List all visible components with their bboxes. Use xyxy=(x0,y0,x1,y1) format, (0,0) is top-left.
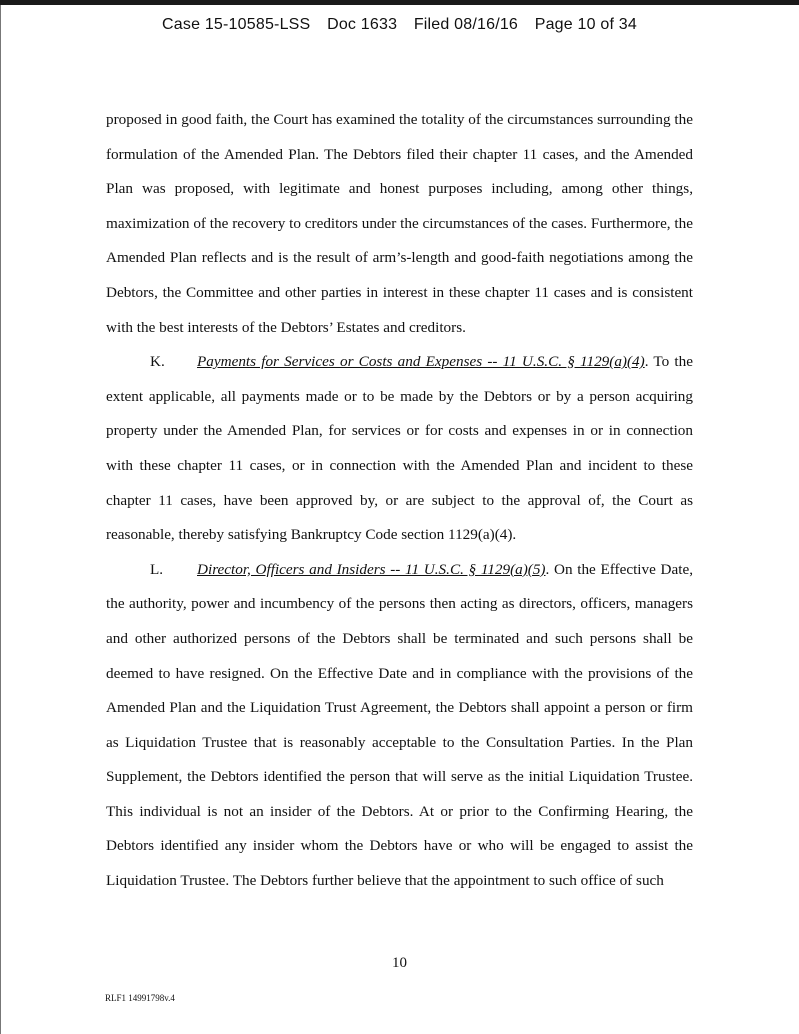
document-id: RLF1 14991798v.4 xyxy=(105,993,175,1003)
paragraph-l-text: . On the Effective Date, the authority, power and incumbency of the persons then acting as directors, officers, managers and other authorized persons of the Debtors shall be terminated and such persons shall be deemed to have resigned. On the Effective Date and in compliance with the provisions of the Amended Plan and the Liquidation Trust Agreement, the Debtors shall appoint a person or firm as Liquidation Trustee that is reasonably acceptable to the Consultation Parties. In the Plan Supplement, the Debtors identified the person that will serve as the initial Liquidation Trustee. This individual is not an insider of the Debtors. At or prior to the Confirming Hearing, the Debtors identified any insider whom the Debtors have or who will be engaged to assist the Liquidation Trustee. The Debtors further believe that the appointment to such office of such xyxy=(106,560,693,890)
paragraph-l xyxy=(106,553,693,899)
doc-number: Doc 1633 xyxy=(327,16,398,33)
paragraph-k-label: K. xyxy=(150,353,165,371)
left-edge xyxy=(0,5,1,1034)
paragraph-l-title: Director, Officers and Insiders -- 11 U.S.C. § 1129(a)(5) xyxy=(197,560,546,578)
continuation-paragraph: proposed in good faith, the Court has examined the totality of the circumstances surrounding the formulation of the Amended Plan. The Debtors filed their chapter 11 cases, and the Amended Plan was proposed, with legitimate and honest purposes including, among other things, maximization of the recovery to creditors under the circumstances of the cases. Furthermore, the Amended Plan reflects and is the result of arm’s-length and good-faith negotiations among the Debtors, the Committee and other parties in interest in these chapter 11 cases and is consistent with the best interests of the Debtors’ Estates and creditors. xyxy=(106,111,693,336)
paragraph-k-text: . To the extent applicable, all payments made or to be made by the Debtors or by a person acquiring property under the Amended Plan, for services or for costs and expenses in or in connection with these chapter 11 cases, or in connection with the Amended Plan and incident to these chapter 11 cases, have been approved by, or are subject to the approval of, the Court as reasonable, thereby satisfying Bankruptcy Code section 1129(a)(4). xyxy=(106,353,693,544)
page-count: Page 10 of 34 xyxy=(534,16,637,33)
paragraph-l-label: L. xyxy=(150,560,164,578)
court-filing-header xyxy=(0,16,799,34)
paragraph-k-title: Payments for Services or Costs and Expenses -- 11 U.S.C. § 1129(a)(4) xyxy=(197,353,645,371)
case-number: Case 15-10585-LSS xyxy=(162,16,311,33)
page-number: 10 xyxy=(392,955,407,971)
top-border xyxy=(0,0,799,5)
filed-date: Filed 08/16/16 xyxy=(413,16,519,33)
paragraph-k xyxy=(106,345,693,553)
document-body xyxy=(106,103,693,899)
